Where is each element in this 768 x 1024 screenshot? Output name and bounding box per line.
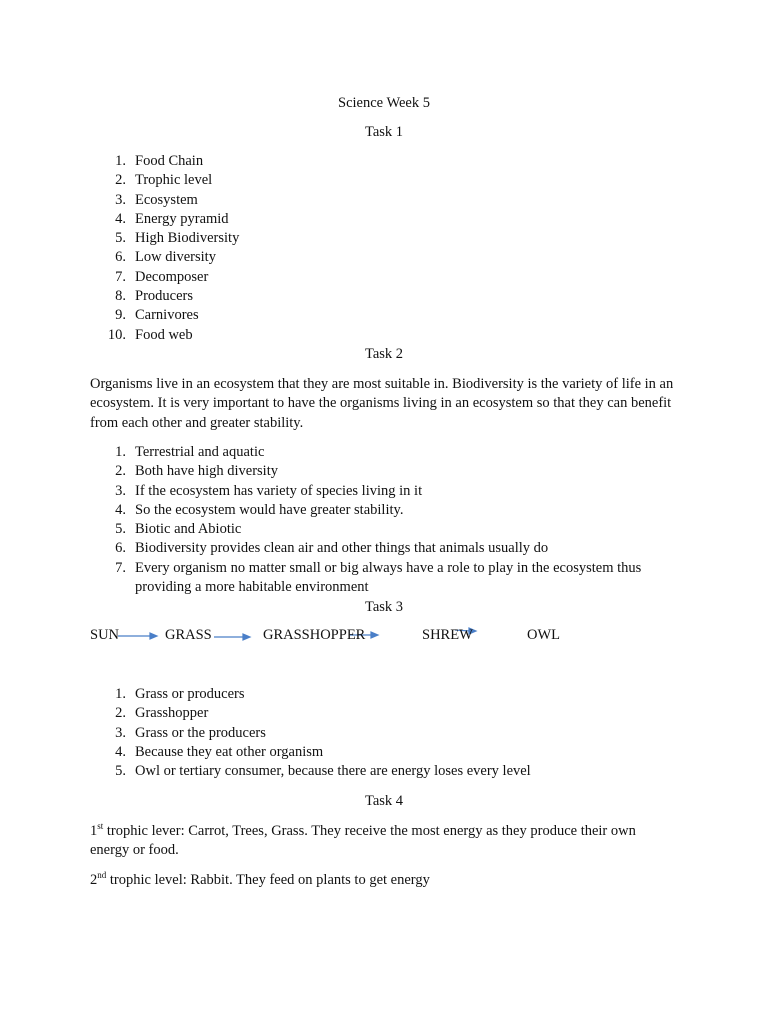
food-chain-diagram bbox=[0, 626, 768, 648]
list-item: 3. Ecosystem bbox=[115, 191, 198, 208]
task4-paragraph-2: 2nd trophic level: Rabbit. They feed on plants to get energy bbox=[90, 870, 430, 888]
list-item: 7. Decomposer bbox=[115, 268, 209, 285]
task1-heading: Task 1 bbox=[364, 124, 404, 140]
list-item: 6. Low diversity bbox=[115, 249, 216, 266]
task3-list bbox=[90, 685, 531, 781]
list-item: 5. Biotic and Abiotic bbox=[115, 521, 242, 538]
list-item: 8. Producers bbox=[115, 288, 193, 305]
list-item: 6. Biodiversity provides clean air and other things that animals usually do bbox=[115, 540, 549, 557]
task4-heading: Task 4 bbox=[364, 793, 404, 809]
chain-grass: GRASS bbox=[165, 627, 212, 643]
list-item: 1. Food Chain bbox=[115, 153, 204, 169]
document-title: Science Week 5 bbox=[338, 95, 430, 111]
task2-paragraph: Organisms live in an ecosystem that they are most suitable in. Biodiversity is the variety of life in an ecosystem. It is very important to have the organisms living in an ecosystem so that they can benefit from each other and greater stability. bbox=[90, 376, 674, 431]
list-item: 2. Grasshopper bbox=[115, 705, 209, 722]
list-item: 7. Every organism no matter small or big always have a role to play in the ecosystem thus providing a more habitable environment bbox=[115, 559, 642, 596]
list-item: 1. Terrestrial and aquatic bbox=[115, 444, 265, 460]
arrowhead-icon bbox=[150, 633, 157, 639]
list-item: 3. If the ecosystem has variety of species living in it bbox=[115, 482, 423, 499]
list-item: 4. Because they eat other organism bbox=[115, 743, 324, 760]
list-item: 4. So the ecosystem would have greater stability. bbox=[115, 501, 404, 518]
list-item: 10. Food web bbox=[107, 326, 193, 343]
chain-grasshopper: GRASSHOPPER bbox=[263, 627, 366, 643]
chain-shrew: SHREW bbox=[422, 627, 473, 643]
list-item: 3. Grass or the producers bbox=[115, 724, 266, 741]
list-item: 2. Both have high diversity bbox=[115, 463, 278, 480]
list-item: 4. Energy pyramid bbox=[115, 210, 229, 227]
list-item: 5. Owl or tertiary consumer, because there are energy loses every level bbox=[115, 763, 531, 780]
task2-heading: Task 2 bbox=[364, 346, 404, 362]
arrowhead-icon bbox=[243, 634, 250, 640]
list-item: 5. High Biodiversity bbox=[115, 230, 240, 247]
task4-paragraph-1: 1st trophic lever: Carrot, Trees, Grass. They receive the most energy as they produce their own energy or food. bbox=[90, 821, 636, 859]
list-item: 9. Carnivores bbox=[115, 307, 199, 324]
list-item: 1. Grass or producers bbox=[115, 686, 245, 702]
arrowhead-icon bbox=[371, 632, 378, 638]
task1-list bbox=[90, 152, 239, 345]
chain-sun: SUN bbox=[90, 627, 120, 643]
task2-list bbox=[90, 443, 675, 597]
chain-owl: OWL bbox=[527, 627, 561, 643]
task3-heading: Task 3 bbox=[364, 599, 404, 615]
list-item: 2. Trophic level bbox=[115, 172, 213, 189]
